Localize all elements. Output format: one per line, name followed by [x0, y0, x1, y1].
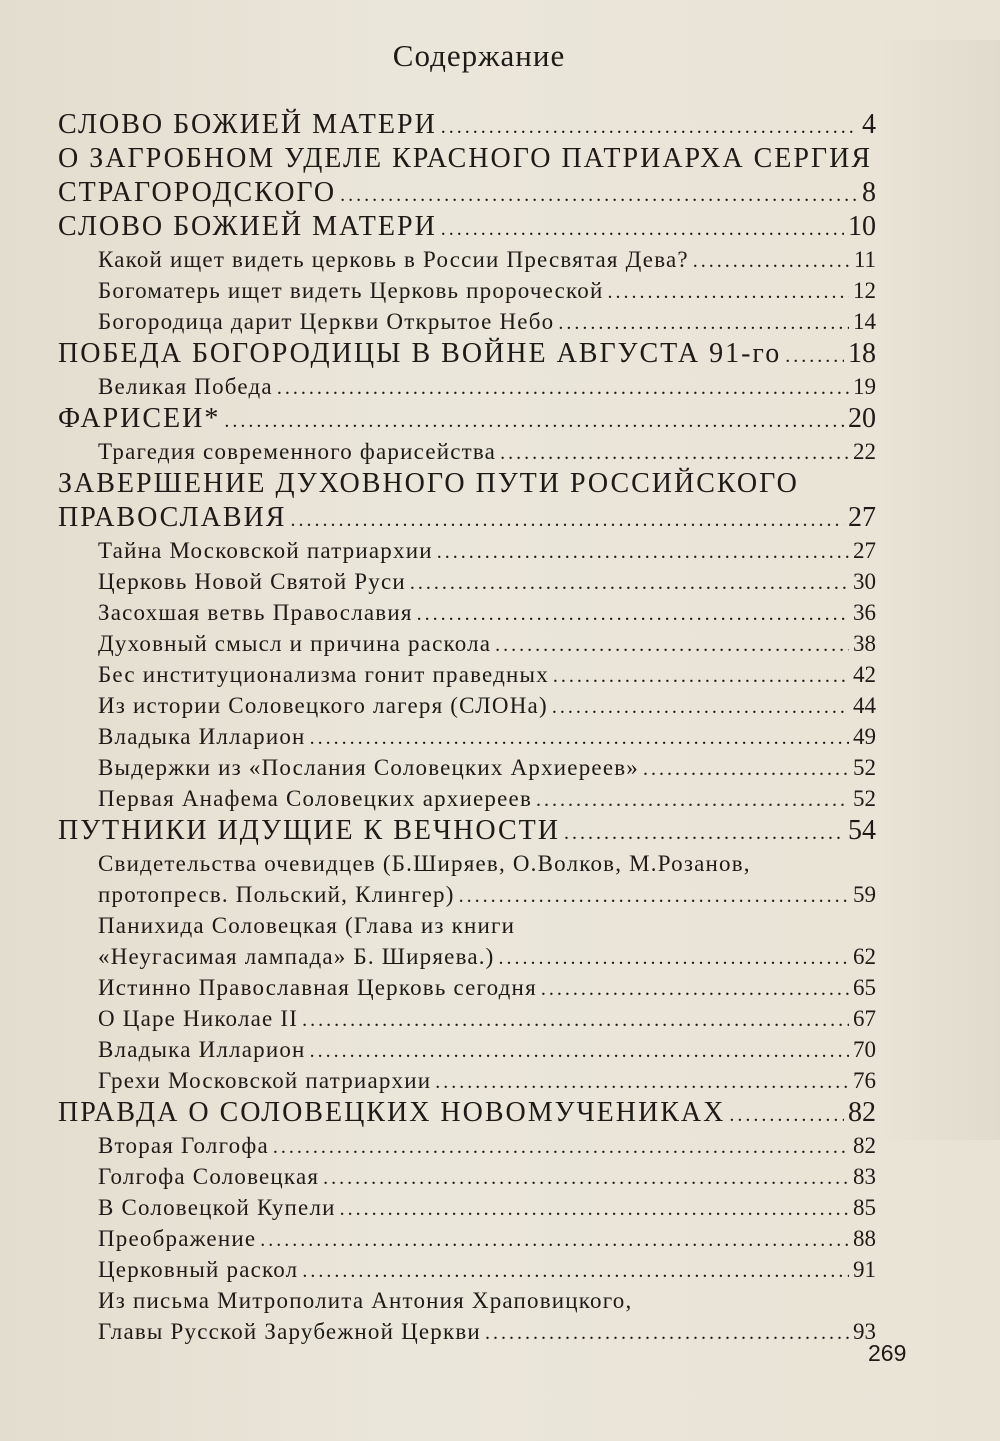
dot-leader — [607, 277, 849, 308]
toc-entry-page: 49 — [853, 724, 876, 749]
toc-subsection-entry — [58, 1192, 876, 1223]
dot-leader — [499, 943, 849, 974]
toc-entry-page: 27 — [853, 538, 876, 563]
dot-leader — [323, 1163, 849, 1194]
toc-entry-page: 93 — [853, 1319, 876, 1344]
toc-entry-label: О ЗАГРОБНОМ УДЕЛЕ КРАСНОГО ПАТРИАРХА СЕРГИЯ — [58, 143, 873, 174]
toc-section-entry — [58, 142, 876, 176]
toc-subsection-entry — [58, 1223, 876, 1254]
toc-entry-label: Выдержки из «Послания Соловецких Архиереев» — [98, 755, 639, 780]
toc-subsection-entry — [58, 879, 876, 910]
toc-subsection-entry — [58, 371, 876, 402]
dot-leader — [273, 1132, 849, 1163]
toc-entry-label: Владыка Илларион — [98, 1037, 306, 1062]
toc-entry-page: 30 — [853, 569, 876, 594]
dot-leader — [459, 881, 849, 912]
toc-entry-page: 70 — [853, 1037, 876, 1062]
toc-entry-page: 42 — [853, 662, 876, 687]
toc-subsection-entry — [58, 306, 876, 337]
toc-entry-label: Какой ищет видеть церковь в России Пресвятая Дева? — [98, 247, 689, 272]
dot-leader — [643, 754, 849, 785]
toc-subsection-entry — [58, 783, 876, 814]
page-title: Содержание — [392, 38, 566, 73]
toc-section-entry — [58, 467, 876, 501]
dot-leader — [693, 246, 850, 277]
toc-section-entry — [58, 176, 876, 210]
dot-leader — [310, 1036, 849, 1067]
dot-leader — [495, 630, 849, 661]
toc-section-entry — [58, 814, 876, 848]
page-number: 269 — [868, 1340, 907, 1366]
toc-entry-page: 11 — [853, 247, 876, 272]
toc-subsection-entry — [58, 1034, 876, 1065]
toc-entry-label: Свидетельства очевидцев (Б.Ширяев, О.Волков, М.Розанов, — [98, 851, 751, 876]
bleed-through-shadow — [880, 40, 1000, 1140]
toc-entry-label: Преображение — [98, 1226, 257, 1251]
toc-entry-page: 91 — [853, 1257, 876, 1282]
toc-entry-page: 38 — [853, 631, 876, 656]
toc-subsection-entry — [58, 597, 876, 628]
toc-entry-label: Вторая Голгофа — [98, 1133, 269, 1158]
toc-entry-page: 88 — [853, 1226, 876, 1251]
toc-entry-label: Панихида Соловецкая (Глава из книги — [98, 913, 516, 938]
toc-entry-page: 20 — [848, 403, 876, 434]
toc-entry-label: Голгофа Соловецкая — [98, 1164, 320, 1189]
dot-leader — [536, 785, 849, 816]
toc-subsection-entry — [58, 1130, 876, 1161]
toc-subsection-entry — [58, 1316, 876, 1347]
toc-subsection-entry — [58, 628, 876, 659]
toc-entry-page: 4 — [862, 109, 876, 140]
toc-entry-label: ПРАВДА О СОЛОВЕЦКИХ НОВОМУЧЕНИКАХ — [58, 1097, 726, 1128]
toc-entry-label: Богоматерь ищет видеть Церковь пророческой — [98, 278, 604, 303]
toc-subsection-entry — [58, 1285, 876, 1316]
toc-entry-page: 82 — [853, 1133, 876, 1158]
toc-entry-page: 22 — [853, 439, 876, 464]
toc-entry-label: Трагедия современного фарисейства — [98, 439, 497, 464]
toc-subsection-entry — [58, 566, 876, 597]
toc-entry-page: 59 — [853, 882, 876, 907]
dot-leader — [437, 537, 849, 568]
toc-section-entry — [58, 337, 876, 371]
toc-section-entry — [58, 210, 876, 244]
toc-subsection-entry — [58, 1254, 876, 1285]
dot-leader — [485, 1318, 849, 1349]
toc-subsection-entry — [58, 275, 876, 306]
toc-entry-label: Великая Победа — [98, 374, 273, 399]
toc-entry-label: Первая Анафема Соловецких архиереев — [98, 786, 532, 811]
toc-entry-page: 85 — [853, 1195, 876, 1220]
toc-entry-label: Тайна Московской патриархии — [98, 538, 433, 563]
toc-entry-label: ФАРИСЕИ* — [58, 403, 221, 434]
toc-entry-page: 12 — [853, 278, 876, 303]
toc-entry-page: 19 — [853, 374, 876, 399]
dot-leader — [290, 503, 844, 537]
toc-subsection-entry — [58, 1065, 876, 1096]
toc-entry-label: СЛОВО БОЖИЕЙ МАТЕРИ — [58, 211, 437, 242]
dot-leader — [302, 1005, 849, 1036]
toc-entry-label: Церковь Новой Святой Руси — [98, 569, 406, 594]
dot-leader — [340, 1194, 849, 1225]
dot-leader — [260, 1225, 849, 1256]
toc-section-entry — [58, 108, 876, 142]
toc-entry-label: Богородица дарит Церкви Открытое Небо — [98, 309, 555, 334]
dot-leader — [224, 404, 844, 438]
toc-entry-label: Грехи Московской патриархии — [98, 1068, 432, 1093]
dot-leader — [435, 1067, 849, 1098]
toc-subsection-entry — [58, 1003, 876, 1034]
toc-entry-page: 27 — [848, 502, 876, 533]
toc-entry-page: 52 — [853, 755, 876, 780]
toc-subsection-entry — [58, 972, 876, 1003]
toc-entry-page: 54 — [848, 815, 876, 846]
dot-leader — [500, 438, 849, 469]
toc-entry-label: «Неугасимая лампада» Б. Ширяева.) — [98, 944, 495, 969]
toc-entry-page: 44 — [853, 693, 876, 718]
dot-leader — [552, 692, 849, 723]
toc-subsection-entry — [58, 910, 876, 941]
toc-subsection-entry — [58, 659, 876, 690]
toc-entry-label: ЗАВЕРШЕНИЕ ДУХОВНОГО ПУТИ РОССИЙСКОГО — [58, 468, 799, 499]
toc-section-entry — [58, 501, 876, 535]
toc-entry-page: 76 — [853, 1068, 876, 1093]
toc-subsection-entry — [58, 848, 876, 879]
toc-entry-page: 52 — [853, 786, 876, 811]
toc-entry-page: 67 — [853, 1006, 876, 1031]
toc-entry-label: В Соловецкой Купели — [98, 1195, 336, 1220]
toc-entry-label: ПУТНИКИ ИДУЩИЕ К ВЕЧНОСТИ — [58, 815, 560, 846]
toc-subsection-entry — [58, 690, 876, 721]
toc-entry-label: Главы Русской Зарубежной Церкви — [98, 1319, 481, 1344]
toc-entry-label: Засохшая ветвь Православия — [98, 600, 413, 625]
toc-subsection-entry — [58, 721, 876, 752]
toc-section-entry — [58, 402, 876, 436]
toc-subsection-entry — [58, 941, 876, 972]
toc-entry-label: Церковный раскол — [98, 1257, 299, 1282]
toc-subsection-entry — [58, 752, 876, 783]
toc-entry-label: СЛОВО БОЖИЕЙ МАТЕРИ — [58, 109, 437, 140]
toc-section-entry — [58, 1096, 876, 1130]
toc-entry-page: 36 — [853, 600, 876, 625]
toc-entry-label: СТРАГОРОДСКОГО — [58, 177, 337, 208]
dot-leader — [729, 1098, 844, 1132]
toc-entry-label: Духовный смысл и причина раскола — [98, 631, 492, 656]
toc-entry-label: ПРАВОСЛАВИЯ — [58, 502, 287, 533]
dot-leader — [785, 339, 844, 373]
toc-entry-label: Бес институционализма гонит праведных — [98, 662, 549, 687]
dot-leader — [564, 816, 844, 850]
toc-entry-page: 8 — [862, 177, 876, 208]
dot-leader — [558, 308, 849, 339]
toc-entry-page: 14 — [853, 309, 876, 334]
dot-leader — [302, 1256, 849, 1287]
toc-entry-page: 10 — [848, 211, 876, 242]
dot-leader — [410, 568, 849, 599]
dot-leader — [277, 373, 849, 404]
dot-leader — [340, 178, 858, 212]
toc-entry-label: Истинно Православная Церковь сегодня — [98, 975, 537, 1000]
toc-entry-page: 83 — [853, 1164, 876, 1189]
toc-subsection-entry — [58, 244, 876, 275]
toc-entry-label: протопресв. Польский, Клингер) — [98, 882, 455, 907]
toc-entry-page: 82 — [848, 1097, 876, 1128]
toc-entry-label: О Царе Николае II — [98, 1006, 299, 1031]
dot-leader — [441, 110, 858, 144]
toc-subsection-entry — [58, 1161, 876, 1192]
dot-leader — [553, 661, 849, 692]
toc-subsection-entry — [58, 436, 876, 467]
toc-entry-page: 62 — [853, 944, 876, 969]
toc-entry-label: Из истории Соловецкого лагеря (СЛОНа) — [98, 693, 548, 718]
toc-entry-page: 18 — [848, 338, 876, 369]
dot-leader — [310, 723, 849, 754]
dot-leader — [417, 599, 849, 630]
dot-leader — [541, 974, 849, 1005]
toc-entry-label: ПОБЕДА БОГОРОДИЦЫ В ВОЙНЕ АВГУСТА 91-го — [58, 338, 782, 369]
toc-subsection-entry — [58, 535, 876, 566]
toc-entry-label: Владыка Илларион — [98, 724, 306, 749]
table-of-contents — [58, 108, 876, 1347]
dot-leader — [441, 212, 844, 246]
toc-entry-page: 65 — [853, 975, 876, 1000]
toc-entry-label: Из письма Митрополита Антония Храповицкого, — [98, 1288, 633, 1313]
